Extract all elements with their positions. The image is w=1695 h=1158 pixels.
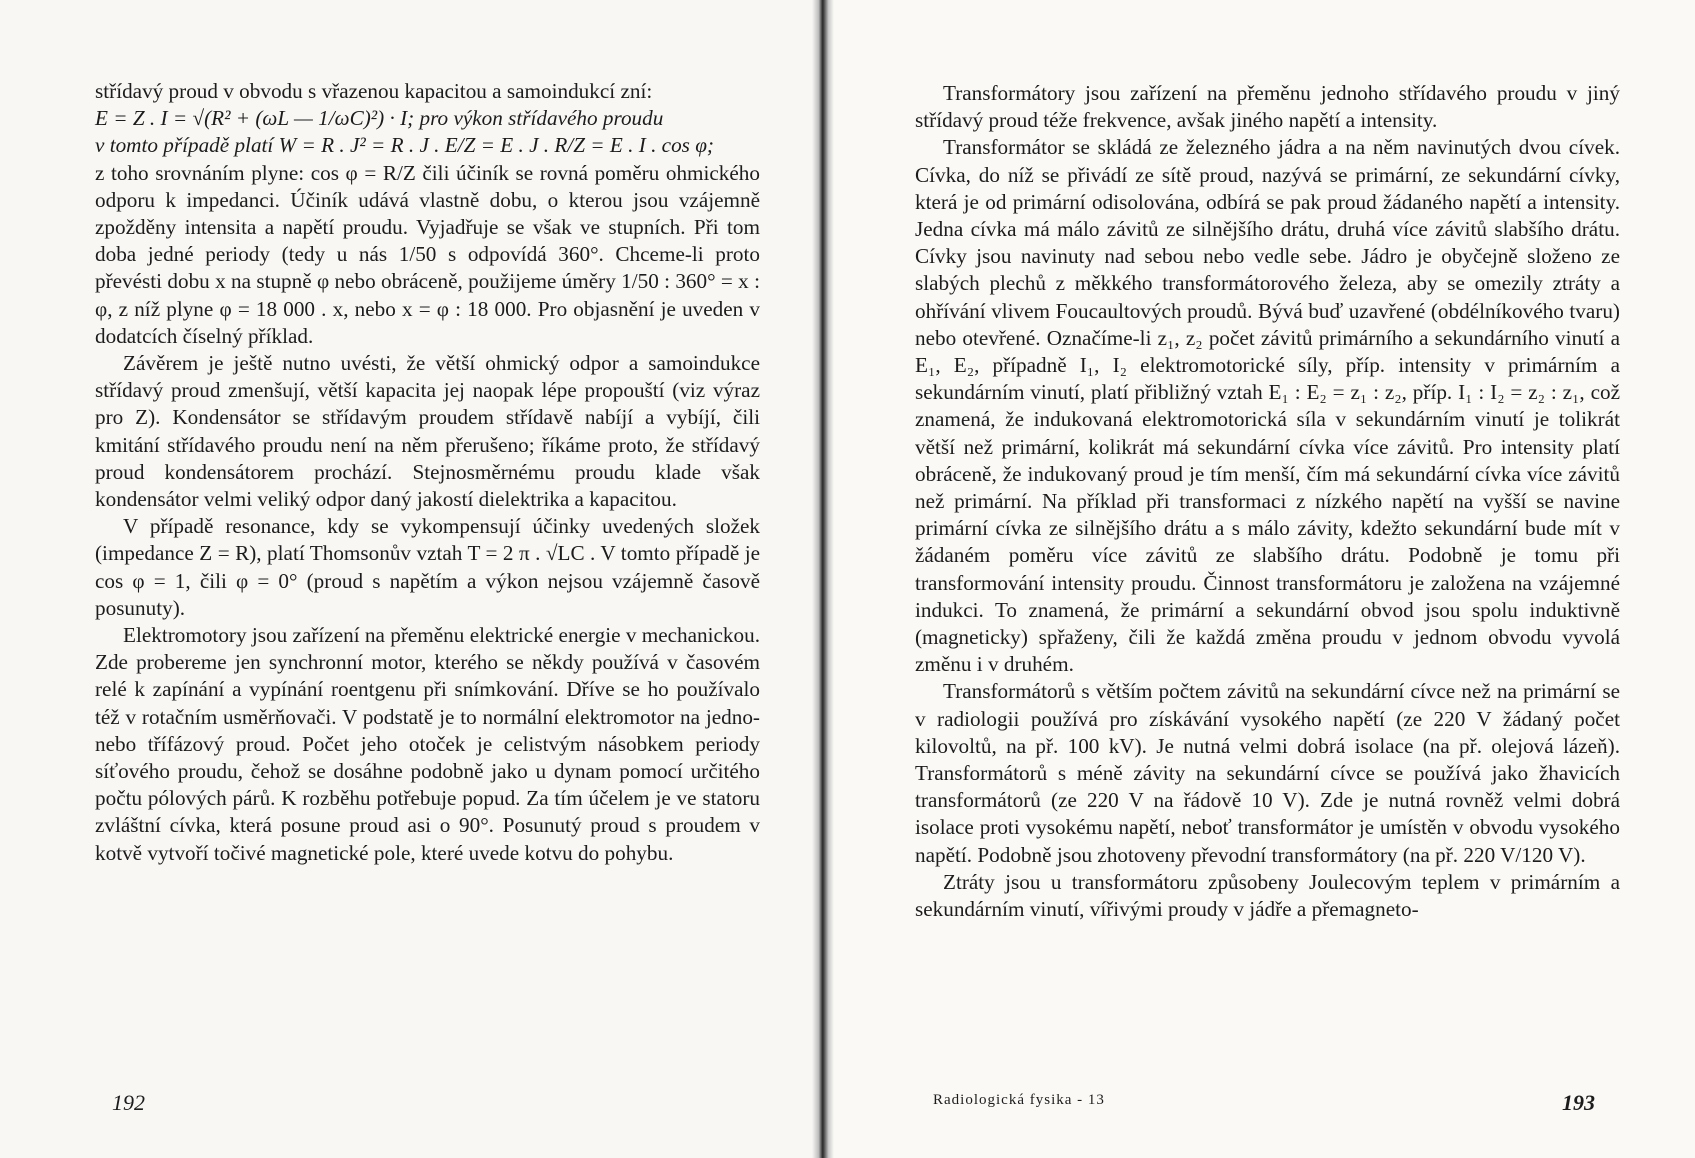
paragraph: Transformátorů s větším počtem závitů na sekundární cívce než na primární se v radiologii používá pro získávání vysokého napětí (ze 220 V žádaný počet kilovoltů, na př. 100 kV). Je nutná velmi dobrá isolace (na př. olejová lázeň). Transformátorů s méně závity na sekundární cívce se používá jako žhavicích transformátorů (ze 220 V na řádově 10 V). Zde je nutná rovněž velmi dobrá isolace proti vysokému napětí, neboť transformátor je umístěn v obvodu vysokého napětí. Podobně jsou zhotoveny převodní transformátory (na př. 220 V/120 V). [915,679,1620,867]
right-page-text [915,80,1620,923]
right-page [820,0,1695,1158]
impedance-formula: E = Z . I = √(R² + (ωL — 1/ωC)²) · I; pro výkon střídavého proudu [95,106,664,131]
paragraph: Ztráty jsou u transformátoru způsobeny Joulecovým teplem v primárním a sekundárním vinutí, vířivými proudy v jádře a přemagneto- [915,869,1620,922]
paragraph: z toho srovnáním plyne: cos φ = R/Z čili účiník se rovná poměru ohmického odporu k impedanci. Účiník udává vlastně dobu, o kterou jsou vzájemně zpožděny intensita a napětí proudu. Vyjadřuje se však ve stupních. Při tom doba jedné periody (tedy u nás 1/50 s odpovídá 360°. Chceme-li proto převésti dobu x na stupně φ nebo obráceně, použijeme úměry 1/50 : 360° = x : φ, z níž plyne φ = 18 000 . x, nebo x = φ : 18 000. Pro objasnění je uveden v dodatcích číselný příklad. [95,160,760,348]
signature-mark: Radiologická fysika - 13 [933,1092,1105,1108]
paragraph: Elektromotory jsou zařízení na přeměnu elektrické energie v mechanickou. Zde probereme jen synchronní motor, kterého se někdy používá v časovém relé k zapínání a vypínání roentgenu při snímkování. Dříve se ho používalo též v rotačním usměrňovači. V podstatě je to normální elektromotor na jedno- nebo třífázový proud. Počet jeho otoček je celistvým násobkem periody síťového proudu, čehož se dosáhne podobně jako u dynam pomocí určitého počtu pólových párů. K rozběhu potřebuje popud. Za tím účelem je ve statoru zvláštní cívka, která posune proud asi o 90°. Posunutý proud s proudem v kotvě vytvoří točivé magnetické pole, které uvede kotvu do pohybu. [95,623,760,865]
paragraph: Závěrem je ještě nutno uvésti, že větší ohmický odpor a samoindukce střídavý proud zmenšují, větší kapacita jej naopak lépe propouští (viz výraz pro Z). Kondensátor se střídavým proudem střídavě nabíjí a vybíjí, čili kmitání střídavého proudu není na něm přerušeno; říkáme proto, že střídavý proud kondensátorem prochází. Stejnosměrnému proudu klade však kondensátor velmi veliký odpor daný jakostí dielektrika a kapacitou. [95,351,760,512]
paragraph: Transformátor se skládá ze železného jádra a na něm navinutých dvou cívek. Cívka, do níž se přivádí ze sítě proud, nazývá se primární, ze sekundární cívky, která je od primární odisolována, odbírá se pak proud žádaného napětí a intensity. Jedna cívka má málo závitů ze silnějšího drátu, druhá více závitů slabšího drátu. Cívky jsou navinuty nad sebou nebo vedle sebe. Jádro je obyčejně složeno ze slabých plechů z měkkého transformátorového železa, aby se omezily ztráty a ohřívání vlivem Foucaultových proudů. Bývá buď uzavřené (obdélníkového tvaru) nebo otevřené. Označíme-li z₁, z₂ počet závitů primárního a sekundárního vinutí a E₁, E₂, případně I₁, I₂ elektromotorické síly, příp. intensity v primárním a sekundárním vinutí, platí přibližný vztah E₁ : E₂ = z₁ : z₂, příp. I₁ : I₂ = z₂ : z₁, což znamená, že indukovaná elektromotorická síla v sekundárním vinutí je tolikrát větší než primární, kolikrát má sekundární cívka více závitů. Pro intensity platí obráceně, že indukovaný proud je tím menší, čím má sekundární cívka více závitů než primární. Na příklad při transformaci z nízkého napětí na vyšší se navine primární cívka ze silnějšího drátu a s málo závity, kdežto sekundární bude mít v žádaném poměru více závitů ze slabšího drátu. Podobně je tomu při transformování intensity proudu. Činnost transformátoru je založena na vzájemné indukci. To znamená, že primární a sekundární obvod jsou spolu induktivně (magneticky) spřaženy, čili že každá změna proudu v jednom obvodu vyvolá změnu i v druhém. [915,135,1620,677]
paragraph: Transformátory jsou zařízení na přeměnu jednoho střídavého proudu v jiný střídavý proud téže frekvence, avšak jiného napětí a intensity. [915,81,1620,133]
paragraph: střídavý proud v obvodu s vřazenou kapacitou a samoindukcí zní: [95,79,653,103]
paragraph: V případě resonance, kdy se vykompensují účinky uvedených složek (impedance Z = R), platí Thomsonův vztah T = 2 π . √LC . V tomto případě je cos φ = 1, čili φ = 0° (proud s napětím a výkon nejsou vzájemně časově posunuty). [95,514,760,620]
book-gutter [812,0,834,1158]
page-number: 193 [1562,1090,1595,1115]
power-formula: v tomto případě platí W = R . J² = R . J . E/Z = E . J . R/Z = E . I . cos φ; [95,133,714,158]
left-page-text [95,78,760,867]
page-number: 192 [112,1090,145,1115]
left-page [0,0,820,1158]
